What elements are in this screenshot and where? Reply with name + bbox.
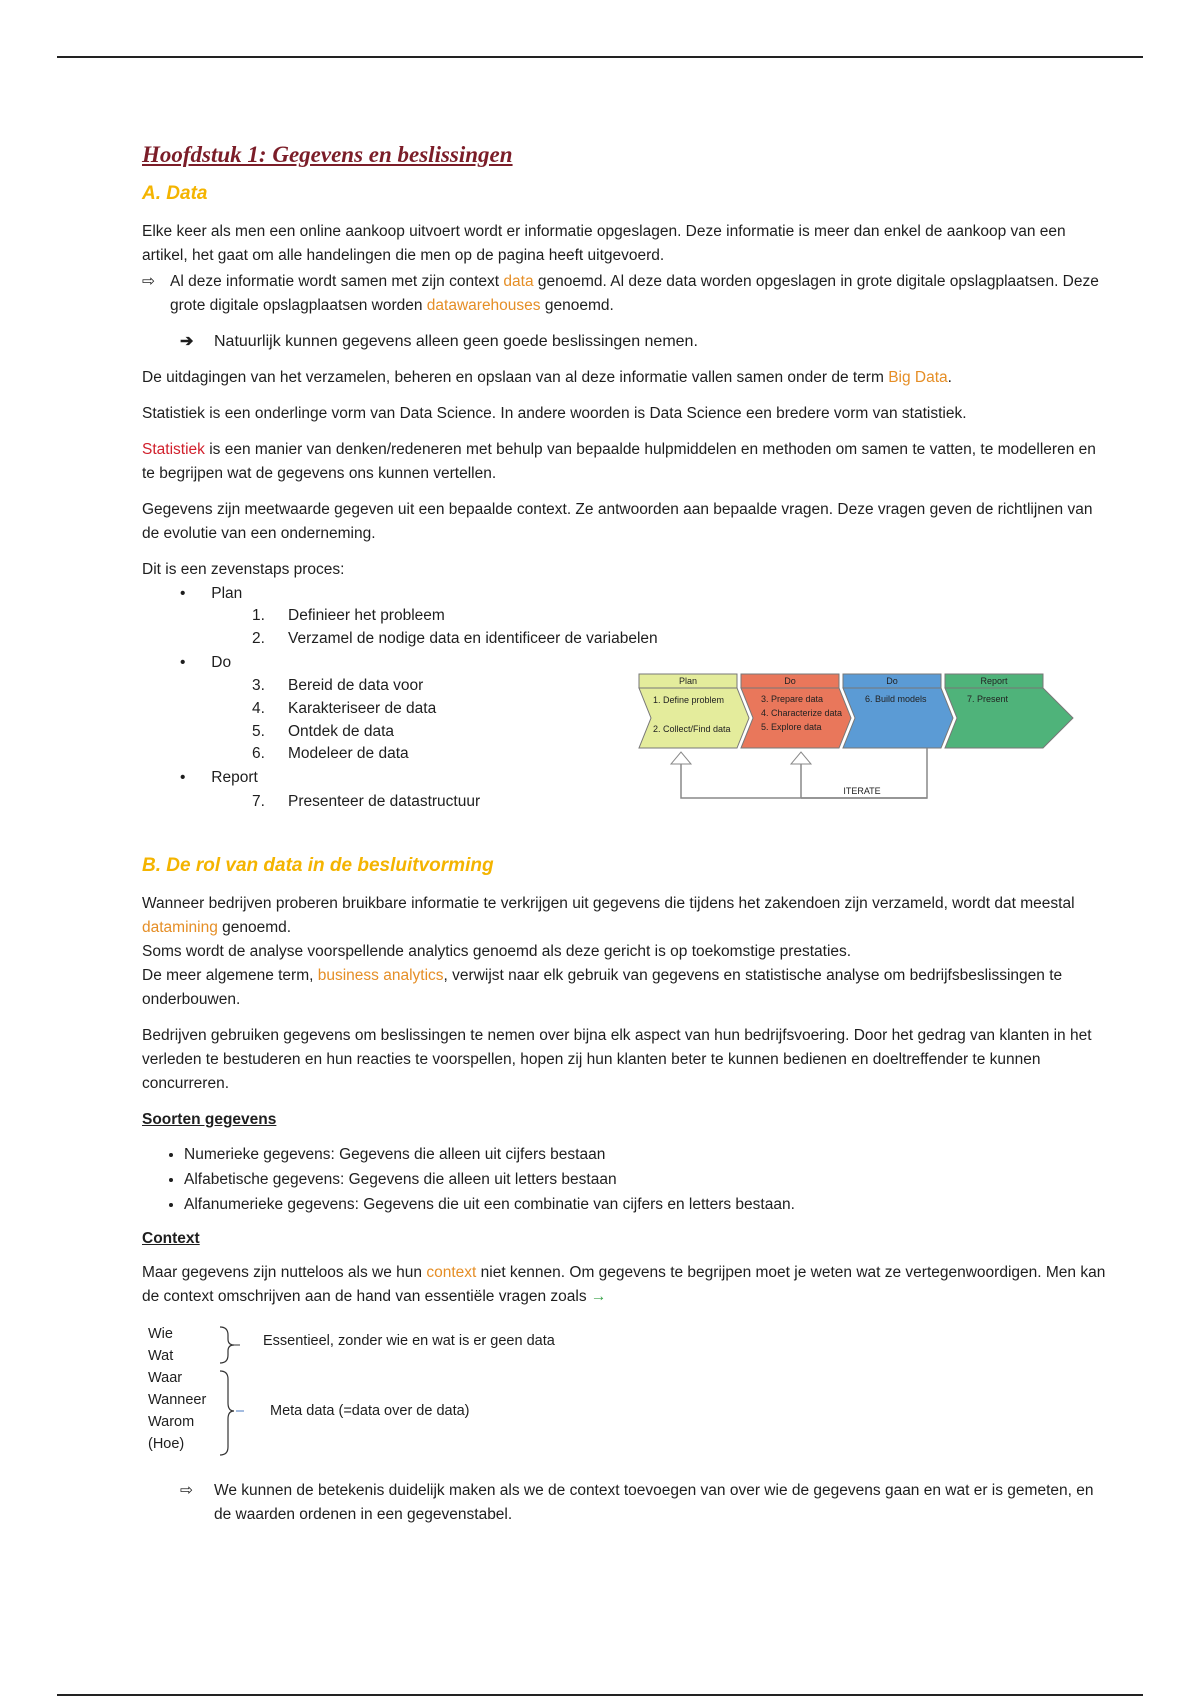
phase-report: • Report: [180, 769, 258, 786]
conclusion-arrow-note: [180, 330, 1112, 354]
term-business-analytics: business analytics: [317, 967, 444, 984]
diagram-header-do-1-text: Do: [784, 676, 796, 686]
step-7: 7. Presenteer de datastructuur: [252, 793, 481, 810]
diagram-step-7: 7. Present: [967, 694, 1009, 704]
diagram-step-2: 2. Collect/Find data: [653, 724, 731, 734]
term-datamining: datamining: [142, 919, 218, 936]
paragraph-statistics-data-science: Statistiek is een onderlinge vorm van Data Science. In andere woorden is Data Science een bredere vorm van statistiek.: [142, 405, 967, 422]
conclusion-text: Natuurlijk kunnen gegevens alleen geen goede beslissingen nemen.: [214, 333, 698, 350]
step-2: 2. Verzamel de nodige data en identificeer de variabelen: [252, 630, 658, 647]
term-statistiek: Statistiek: [142, 441, 205, 458]
section-b-heading: B. De rol van data in de besluitvorming: [142, 855, 494, 876]
paragraph-big-data: De uitdagingen van het verzamelen, beheren en opslaan van al deze informatie vallen samen onder de term Big Data.: [142, 369, 952, 386]
list-item: • Alfanumerieke gegevens: Gegevens die uit een combinatie van cijfers en letters bestaan.: [184, 1192, 1112, 1217]
process-diagram: [637, 672, 1077, 812]
diagram-header-plan-text: Plan: [678, 676, 698, 686]
context-word-wanneer: Wanneer: [148, 1392, 207, 1408]
diagram-step-3: 3. Prepare data: [761, 694, 824, 704]
paragraph-datamining: Wanneer bedrijven proberen bruikbare informatie te verkrijgen uit gegevens die tijdens het zakendoen zijn verzameld, wordt dat meestal datamining genoemd.: [142, 895, 1075, 936]
arrow-note-data: [142, 270, 1112, 318]
paragraph-online-purchase: Elke keer als men een online aankoop uitvoert wordt er informatie opgeslagen. Deze informatie is meer dan enkel de aankoop van een artikel, het gaat om alle handelingen die men op de pagina heeft uitgevoerd.: [142, 223, 1066, 264]
iterate-label: ITERATE: [843, 786, 881, 796]
footer-rule: [57, 1694, 1143, 1696]
context-word-wie: Wie: [148, 1326, 173, 1342]
diagram-header-do-2-text: Do: [886, 676, 898, 686]
hollow-arrow-icon: ⇨: [180, 1482, 193, 1499]
subheading-context: Context: [142, 1230, 200, 1247]
step-3: 3. Bereid de data voor: [252, 677, 424, 694]
diagram-step-1: 1. Define problem: [653, 695, 725, 705]
context-label-metadata: Meta data (=data over de data): [270, 1403, 470, 1419]
paragraph-statistics-definition: Statistiek is een manier van denken/redeneren met behulp van bepaalde hulpmiddelen en methoden om samen te vatten, te modelleren en te begrijpen wat de gegevens ons kunnen vertellen.: [142, 441, 1096, 482]
context-word-waar: Waar: [148, 1370, 183, 1386]
step-5: 5. Ontdek de data: [252, 723, 394, 740]
bold-arrow-icon: ➔: [180, 333, 194, 350]
paragraph-context: Maar gegevens zijn nutteloos als we hun context niet kennen. Om gegevens te begrijpen moet je weten wat ze vertegenwoordigen. Men kan de context omschrijven aan de hand van essentiële vragen zoals →: [142, 1264, 1106, 1305]
section-b-paragraph-group: [142, 892, 1112, 1012]
final-arrow-note: [180, 1479, 1112, 1527]
paragraph-seven-steps: Dit is een zevenstaps proces:: [142, 561, 345, 578]
paragraph-companies-use-data: Bedrijven gebruiken gegevens om beslissingen te nemen over bijna elk aspect van hun bedrijfsvoering. Door het gedrag van klanten in het verleden te bestuderen en hun reacties te voorspellen, hopen zij hun klanten beter te kunnen bedienen en doeltreffender te kunnen concurreren.: [142, 1027, 1092, 1092]
term-datawarehouses: datawarehouses: [426, 297, 541, 314]
context-braces: [218, 1323, 258, 1463]
diagram-chevron-report: [945, 688, 1073, 748]
section-a-heading: A. Data: [142, 183, 208, 204]
iterate-arrowhead-do: [791, 752, 811, 764]
context-word-warom: Warom: [148, 1414, 195, 1430]
list-item: • Numerieke gegevens: Gegevens die alleen uit cijfers bestaan: [184, 1142, 1112, 1167]
arrow-note-text: Al deze informatie wordt samen met zijn context data genoemd. Al deze data worden opgeslagen in grote digitale opslagplaatsen. Deze grote digitale opslagplaatsen worden datawarehouses genoemd.: [170, 273, 1099, 314]
term-data: data: [503, 273, 534, 290]
iterate-arrowhead-plan: [671, 752, 691, 764]
data-types-list: [142, 1142, 1112, 1217]
hollow-arrow-icon: ⇨: [142, 273, 155, 290]
header-rule: [57, 56, 1143, 58]
document-body: [142, 138, 1112, 1539]
diagram-step-6: 6. Build models: [865, 694, 927, 704]
paragraph-business-analytics: De meer algemene term, business analytics, verwijst naar elk gebruik van gegevens en statistische analyse om bedrijfsbeslissingen te onderbouwen.: [142, 967, 1063, 1008]
diagram-header-report-text: Report: [980, 676, 1008, 686]
seven-step-list: [142, 582, 1112, 840]
context-questions-block: [142, 1323, 1112, 1469]
page-title: Hoofdstuk 1: Gegevens en beslissingen: [142, 142, 513, 167]
green-arrow-icon: →: [590, 1288, 607, 1305]
phase-plan: • Plan: [180, 585, 243, 602]
list-item: • Alfabetische gegevens: Gegevens die alleen uit letters bestaan: [184, 1167, 1112, 1192]
subheading-soorten-gegevens: Soorten gegevens: [142, 1111, 277, 1128]
context-word-wat: Wat: [148, 1348, 174, 1364]
step-6: 6. Modeleer de data: [252, 745, 409, 762]
paragraph-gegevens: Gegevens zijn meetwaarde gegeven uit een bepaalde context. Ze antwoorden aan bepaalde vragen. Deze vragen geven de richtlijnen van de evolutie van een onderneming.: [142, 501, 1093, 542]
context-word-hoe: (Hoe): [148, 1436, 185, 1452]
phase-do: • Do: [180, 654, 232, 671]
context-label-essential: Essentieel, zonder wie en wat is er geen data: [263, 1333, 555, 1349]
final-note-text: We kunnen de betekenis duidelijk maken als we de context toevoegen van over wie de gegevens gaan en wat er is gemeten, en de waarden ordenen in een gegevenstabel.: [214, 1482, 1094, 1523]
step-4: 4. Karakteriseer de data: [252, 700, 437, 717]
diagram-step-4: 4. Characterize data: [761, 708, 843, 718]
paragraph-predictive-analytics: Soms wordt de analyse voorspellende analytics genoemd als deze gericht is op toekomstige prestaties.: [142, 943, 852, 960]
step-1: 1. Definieer het probleem: [252, 607, 445, 624]
term-context: context: [426, 1264, 477, 1281]
term-big-data: Big Data: [888, 369, 948, 386]
diagram-step-5: 5. Explore data: [761, 722, 822, 732]
